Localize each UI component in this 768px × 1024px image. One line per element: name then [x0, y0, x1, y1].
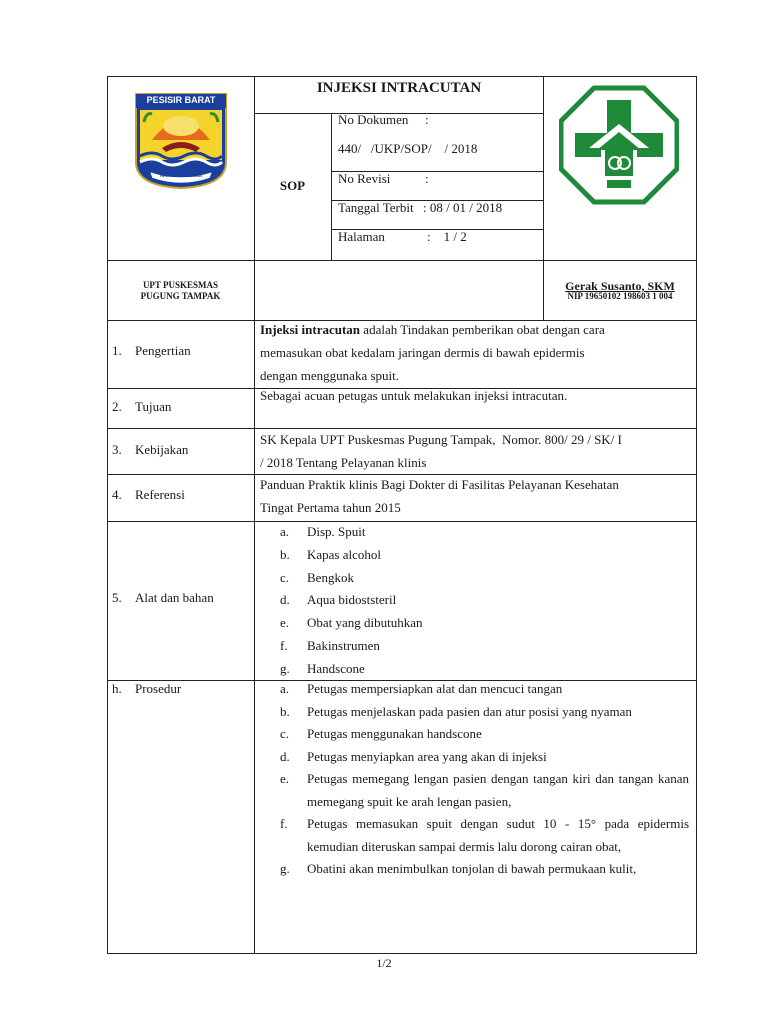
signer-nip: NIP 19650102 198603 1 004 [567, 291, 673, 301]
revision-label: No Revisi [338, 171, 391, 186]
pengertian-term: Injeksi intracutan [260, 322, 361, 337]
issue-date-label: Tanggal Terbit [338, 200, 414, 215]
row-number: 4. [112, 487, 122, 502]
row-number: 5. [112, 590, 122, 605]
list-marker: c. [280, 726, 290, 741]
kebijakan-line: / 2018 Tentang Pelayanan klinis [260, 455, 427, 470]
pengertian-text [260, 318, 690, 387]
list-marker: g. [280, 861, 290, 876]
list-item-text: Aqua bidoststeril [307, 592, 397, 608]
row-label: Pengertian [135, 343, 191, 358]
referensi-line: Panduan Praktik klinis Bagi Dokter di Fasilitas Pelayanan Kesehatan [260, 477, 619, 492]
list-item-text: Petugas menggunakan handscone [307, 726, 482, 741]
revision-colon: : [425, 171, 429, 186]
list-marker: f. [280, 637, 288, 653]
list-item [280, 544, 680, 567]
referensi-text [260, 473, 692, 519]
org-name-line2: PUGUNG TAMPAK [140, 291, 221, 301]
row-label: Referensi [135, 487, 185, 502]
list-marker: g. [280, 660, 290, 676]
list-item-text: Petugas memegang lengan pasien dengan tangan kiri dan tangan kanan memegang spuit ke arah lengan pasien, [307, 771, 689, 809]
list-item [280, 678, 689, 701]
prosedur-list [280, 678, 689, 881]
list-item-text: Bengkok [307, 569, 354, 585]
grid-line [331, 113, 332, 260]
list-item-text: Petugas menjelaskan pada pasien dan atur posisi yang nyaman [307, 703, 632, 719]
list-item-text: Petugas memasukan spuit dengan sudut 10 - 15° pada epidermis kemudian diteruskan sampai dermis lalu dorong cairan obat, [307, 816, 689, 854]
list-item-text: Disp. Spuit [307, 524, 366, 539]
list-item [280, 813, 689, 858]
logo-title-text: PESISIR BARAT [146, 95, 216, 105]
list-item [280, 858, 689, 881]
list-marker: c. [280, 569, 290, 585]
puskesmas-logo [559, 84, 679, 206]
list-item [280, 768, 689, 813]
doc-number-label: No Dokumen [338, 112, 409, 127]
list-marker: b. [280, 703, 290, 719]
list-marker: a. [280, 524, 290, 539]
list-item-text: Petugas mempersiapkan alat dan mencuci tangan [307, 681, 563, 696]
signer-name: Gerak Susanto, SKM [565, 279, 675, 293]
list-item [280, 612, 680, 635]
list-item [280, 589, 680, 612]
logo-motto-text: HELAU KHE BASMAN [160, 173, 202, 178]
row-number: h. [112, 681, 122, 696]
list-item-text: Petugas menyiapkan area yang akan di injeksi [307, 748, 547, 764]
pesisir-barat-logo [132, 92, 230, 190]
org-name-line1: UPT PUSKESMAS [142, 280, 219, 290]
document-title: INJEKSI INTRACUTAN [316, 80, 482, 96]
list-item-text: Handscone [307, 660, 365, 676]
list-item [280, 701, 689, 724]
page-value: : 1 / 2 [427, 229, 467, 244]
pengertian-line: adalah Tindakan pemberikan obat dengan cara [360, 322, 605, 337]
list-marker: d. [280, 748, 290, 764]
row-label: Prosedur [135, 681, 182, 696]
list-marker: d. [280, 592, 290, 608]
list-item-text: Kapas alcohol [307, 546, 382, 562]
row-number: 1. [112, 343, 122, 358]
page-number: 1/2 [376, 956, 392, 970]
row-label: Tujuan [135, 399, 172, 414]
pengertian-line: dengan menggunaka spuit. [260, 368, 399, 383]
list-marker: f. [280, 816, 288, 831]
row-number: 2. [112, 399, 122, 414]
list-item [280, 521, 680, 544]
row-label: Alat dan bahan [135, 590, 214, 605]
list-item [280, 746, 689, 769]
grid-line [107, 260, 697, 261]
tujuan-text: Sebagai acuan petugas untuk melakukan injeksi intracutan. [260, 388, 568, 403]
sop-label: SOP [279, 178, 306, 193]
list-item [280, 723, 689, 746]
list-item-text: Bakinstrumen [307, 637, 380, 653]
referensi-line: Tingat Pertama tahun 2015 [260, 500, 401, 515]
kebijakan-line: SK Kepala UPT Puskesmas Pugung Tampak, Nomor. 800/ 29 / SK/ I [260, 432, 622, 447]
list-item-text: Obat yang dibutuhkan [307, 615, 423, 631]
alat-list [280, 521, 680, 681]
list-item [280, 567, 680, 590]
pengertian-line: memasukan obat kedalam jaringan dermis di bawah epidermis [260, 345, 585, 360]
page-label: Halaman [338, 229, 385, 244]
issue-date-value: : 08 / 01 / 2018 [423, 200, 503, 215]
list-marker: b. [280, 546, 290, 562]
list-marker: e. [280, 771, 290, 786]
row-label: Kebijakan [135, 442, 189, 457]
row-number: 3. [112, 442, 122, 457]
list-item [280, 635, 680, 658]
list-item-text: Obatini akan menimbulkan tonjolan di bawah permukaan kulit, [307, 861, 637, 876]
list-marker: e. [280, 615, 290, 631]
doc-number-value: 440/ /UKP/SOP/ / 2018 [338, 141, 478, 156]
list-marker: a. [280, 681, 290, 696]
grid-line [254, 320, 255, 954]
kebijakan-text [260, 428, 692, 474]
doc-number-colon: : [425, 112, 429, 127]
